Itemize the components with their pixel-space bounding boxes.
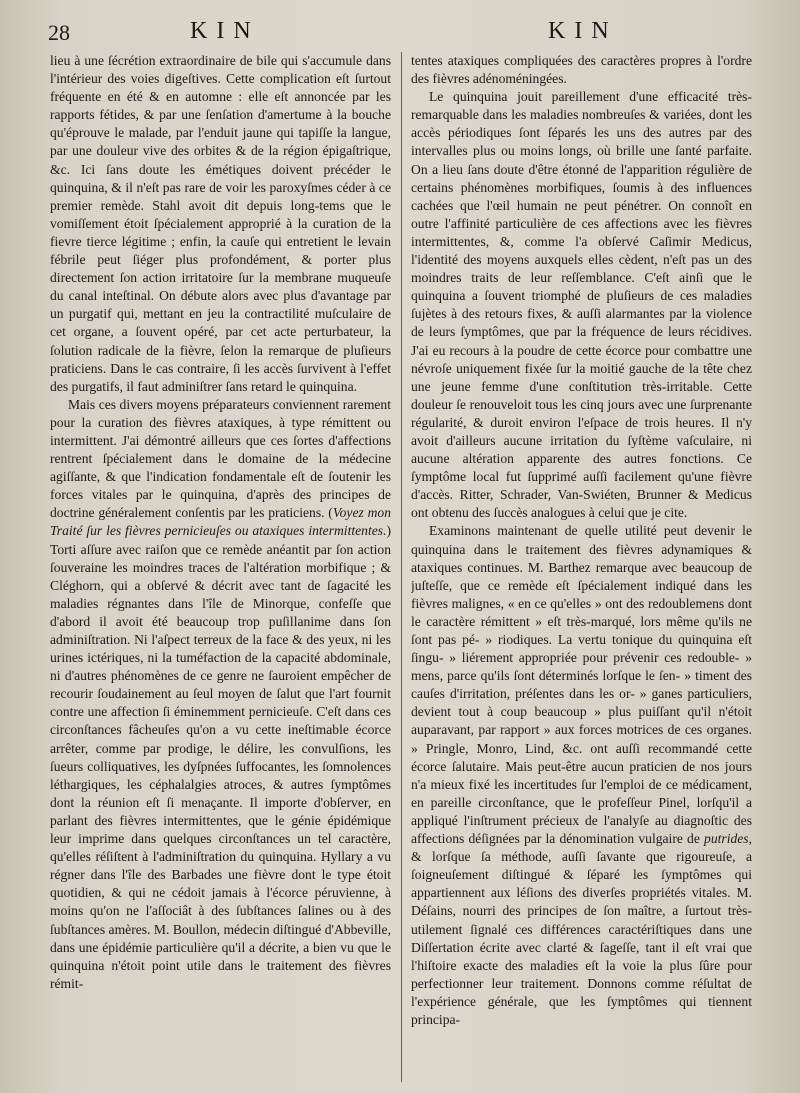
left-column (50, 52, 391, 1082)
running-head-left: KIN (190, 18, 260, 44)
page-number: 28 (48, 20, 70, 45)
treatise-reference: Voyez mon Traité ſur les fièvres pernicieuſes ou ataxiques intermittentes. (50, 505, 391, 539)
running-head-right: KIN (548, 18, 618, 44)
left-paragraph-1: lieu à une ſécrétion extraordinaire de bile qui s'accumule dans l'intérieur des voies digeſtives. Cette complication eſt ſurtout fréquente en été & en automne : elle eſt annoncée par les rapports fétides, & par une ſenſation d'amertume à la bouche qu'éprouve le malade, par l'enduit jaune qui tapiſſe la langue, par une douleur vive des orbites & de la région épigaſtrique, &c. Ici ſans doute les émétiques doivent précéder le quinquina, & il n'eſt pas rare de voir les paroxyſmes céder à ce premier remède. Stahl avoit dit depuis long-tems que le vomiſſement étoit ſpécialement approprié à la curation de la fievre tierce légitime ; enfin, la cauſe qui entretient le levain fébrile peut ſiéger plus profondément, & porter plus directement ſon action irritatoire ſur la membrane muqueuſe du canal inteſtinal. On débute alors avec plus d'avantage par un purgatif qui, mettant en jeu la contractilité muſculaire de cet organe, a ſouvent opéré, par cet acte perturbateur, la ſolution radicale de la fièvre, ſelon la remarque de pluſieurs praticiens. Dans le cas contraire, ſi les accès ſurvivent à l'effet des purgatifs, il faut adminiſtrer ſans retard le quinquina. (50, 53, 391, 394)
right-paragraph-2: Le quinquina jouit pareillement d'une efficacité très-remarquable dans les maladies nombreuſes & variées, dont les accès périodiques ſont ſéparés les uns des autres par des intervalles plus ou moins longs, où brille une ſanté parfaite. On a lieu ſans doute d'être étonné de l'apparition régulière de certains phénomènes morbifiques, ſoumis à des influences cachées que l'œil humain ne peut pénétrer. On connoît en outre l'affinité particulière de ces affections avec les fièvres intermittentes, &, comme l'a obſervé Caſimir Medicus, l'identité des moyens auxquels elles cèdent, n'eſt pas un des moindres traits de leur reſſemblance. C'eſt ainſi que le quinquina a ſouvent triomphé de pluſieurs de ces maladies ſujètes à des retours fixes, & auſſi alarmantes par la violence de leurs ſymptômes, que par la fréquence de leurs récidives. J'ai eu recours à la poudre de cette écorce pour combattre une névroſe uniquement fixée ſur la moitié gauche de la tête chez une jeune femme d'une conſtitution très-irritable. Cette douleur ſe renouveloit tous les cinq jours avec une ſurprenante régularité, & duroit environ l'eſpace de trois heures. Il n'y avoit d'ailleurs aucune irritation du ſyſtème vaſculaire, ni aucune altération apparente des autres fonctions. Ce ſymptôme local fut ſupprimé auſſi facilement qu'une fièvre d'accès. Ritter, Schrader, Van-Swiéten, Brunner & Medicus ont obtenu des ſuccès analogues à celui que je cite. (411, 89, 752, 521)
putrides-term: putrides (704, 831, 749, 847)
right-paragraph-3-text-a: Examinons maintenant de quelle utilité peut devenir le quinquina dans le traitement des fièvres adynamiques & ataxiques continues. M. Barthez remarque avec beaucoup de juſteſſe, que ce remède eſt ſpécialement indiqué dans les fièvres malignes, « en ce qu'elles » ont des redoublemens dont le caractère rémittent » eſt très-marqué, lors même qu'ils ne ſont pas pé- » riodiques. La vertu tonique du quinquina eſt ſingu- » liérement appropriée pour prévenir ces redouble- » mens, parce qu'ils ſont déterminés lorſque le ſen- » timent des cauſes d'irritation, préſentes dans les or- » ganes particuliers, devient tout à coup beaucoup » plus puiſſant qu'il n'étoit auparavant, par rapport » aux forces motrices de ces organes. » Pringle, Monro, Lind, &c. ont auſſi recommandé cette écorce ſalutaire. Mais peut-être aucun praticien de nos jours n'a mieux fixé les incertitudes ſur l'emploi de ce médicament, en pareille circonſtance, que le profeſſeur Pinel, lorſqu'il a appliqué l'inſtrument précieux de l'analyſe au diagnoſtic des affections déſignées par la dénomination vulgaire de (411, 523, 752, 847)
left-paragraph-2-text-a: Mais ces divers moyens préparateurs conviennent rarement pour la curation des fièvres ataxiques, à type rémittent ou intermittent. J'ai démontré ailleurs que ces ſortes d'affections rentrent ſpécialement dans le domaine de la médecine agiſſante, & que l'indication fondamentale eſt de ſoutenir les forces vitales par le quinquina, d'après des principes de doctrine généralement conſentis par les praticiens. ( (50, 396, 391, 521)
right-paragraph-3-text-b: , & lorſque ſa méthode, auſſi ſavante que rigoureuſe, a ſoigneuſement diſtingué & ſéparé les ſymptômes qui appartiennent aux léſions des diverſes propriétés vitales. M. Déſains, nourri des principes de ſon maître, a ſurtout très-utilement ſignalé ces différences caractériſtiques dans une Diſſertation écrite avec clarté & ſageſſe, tant il eſt vrai que l'hiſtoire exacte des maladies eſt la voie la plus ſûre pour perfectionner leur traitement. Donnons comme réſultat de l'expérience générale, que les ſymptômes qui tiennent principa- (411, 831, 752, 1027)
left-paragraph-2 (50, 396, 391, 993)
column-divider (401, 52, 402, 1082)
running-header (0, 18, 800, 48)
right-column (411, 52, 752, 1082)
left-paragraph-2-text-b: ) Torti aſſure avec raiſon que ce remède anéantit par ſon action ſouveraine les moindres traces de l'altération morbifique ; & Cléghorn, qui a obſervé & décrit avec tant de ſagacité les maladies régnantes dans l'île de Minorque, confeſſe que d'abord il avoit été beaucoup trop puſillanime dans ſon adminiſtration. Ni l'aſpect terreux de la face & des yeux, ni les urines ictériques, ni la tuméfaction de la capacité abdominale, ni d'autres phénomènes de ce genre ne ſauroient empêcher de recourir ſoudainement au ſeul moyen de ſalut que l'art fournit contre une affection ſi éminemment pernicieuſe. C'eſt dans ces circonſtances fâcheuſes qu'on a vu cette ineſtimable écorce arrêter, comme par prodige, le délire, les convulſions, les ſueurs colliquatives, les dyſpnées ſuffocantes, les ſomnolences léthargiques, les céphalalgies atroces, & autres ſymptômes dont la réunion eſt ſi menaçante. Il importe d'obſerver, en parlant des fièvres intermittentes, que le génie épidémique leur imprime dans quelques circonſtances un tel caractère, qu'elles réſiſtent à l'adminiſtration du quinquina. Hyllary a vu régner dans l'île des Barbades une fièvre dont le type étoit quotidien, & qui ne cédoit jamais à l'écorce péruvienne, à moins qu'on ne l'aſſociât à des ſubſtances ſalines ou à des ſubſtances amères. M. Boullon, médecin diſtingué d'Abbeville, dans une épidémie particulière qu'il a décrite, a bien vu que le quinquina n'étoit point utile dans le traitement des fièvres rémit- (50, 523, 391, 991)
right-paragraph-1: tentes ataxiques compliquées des caractères propres à l'ordre des fièvres adénoméningées. (411, 53, 752, 87)
right-paragraph-3 (411, 522, 752, 1029)
